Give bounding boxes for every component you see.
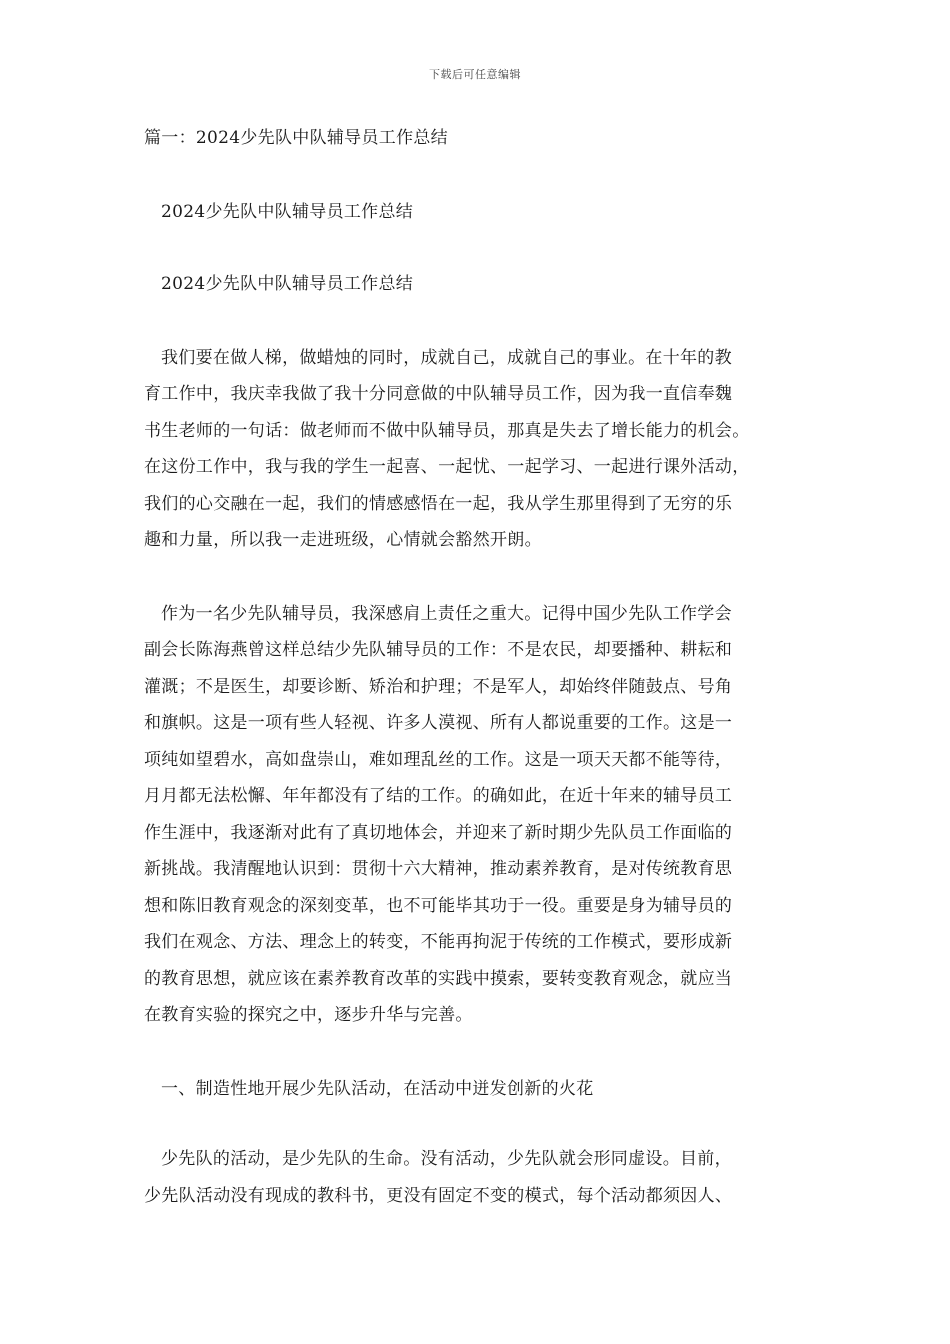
paragraph-line: 和旗帜。这是一项有些人轻视、许多人漠视、所有人都说重要的工作。这是一 xyxy=(144,713,733,733)
paragraph-line: 作生涯中，我逐渐对此有了真切地体会，并迎来了新时期少先队员工作面临的 xyxy=(144,822,733,843)
paragraph-line: 想和陈旧教育观念的深刻变革，也不可能毕其功于一役。重要是身为辅导员的 xyxy=(144,895,733,916)
paragraph-line: 我们的心交融在一起，我们的情感感悟在一起，我从学生那里得到了无穷的乐 xyxy=(144,493,733,514)
paragraph-line: 我们在观念、方法、理念上的转变，不能再拘泥于传统的工作模式，要形成新 xyxy=(144,932,733,952)
paragraph-line: 在教育实验的探究之中，逐步升华与完善。 xyxy=(144,1005,473,1025)
paragraph-line: 少先队活动没有现成的教科书，更没有固定不变的模式，每个活动都须因人、 xyxy=(144,1185,733,1206)
paragraph-line: 书生老师的一句话：做老师而不做中队辅导员，那真是失去了增长能力的机会。 xyxy=(144,420,750,441)
subtitle-2: 2024少先队中队辅导员工作总结 xyxy=(161,274,414,294)
paragraph-line: 作为一名少先队辅导员，我深感肩上责任之重大。记得中国少先队工作学会 xyxy=(161,603,732,624)
paragraph-line: 新挑战。我清醒地认识到：贯彻十六大精神，推动素养教育，是对传统教育思 xyxy=(144,859,733,879)
paragraph-line: 育工作中，我庆幸我做了我十分同意做的中队辅导员工作，因为我一直信奉魏 xyxy=(144,384,733,404)
paragraph-line: 的教育思想，就应该在素养教育改革的实践中摸索，要转变教育观念，就应当 xyxy=(144,968,733,989)
paragraph-line: 项纯如望碧水，高如盘崇山，难如理乱丝的工作。这是一项天天都不能等待， xyxy=(144,749,733,770)
paragraph-line: 少先队的活动，是少先队的生命。没有活动，少先队就会形同虚设。目前， xyxy=(161,1149,732,1169)
document-title: 篇一：2024少先队中队辅导员工作总结 xyxy=(144,128,448,148)
paragraph-3 xyxy=(144,1141,808,1214)
paragraph-2 xyxy=(144,596,808,1034)
subtitle-1: 2024少先队中队辅导员工作总结 xyxy=(161,201,414,222)
paragraph-line: 月月都无法松懈、年年都没有了结的工作。的确如此，在近十年来的辅导员工 xyxy=(144,786,733,806)
paragraph-line: 在这份工作中，我与我的学生一起喜、一起忧、一起学习、一起进行课外活动， xyxy=(144,457,750,477)
document-body xyxy=(144,120,808,1214)
page-header-note: 下载后可任意编辑 xyxy=(429,68,521,81)
paragraph-line: 我们要在做人梯，做蜡烛的同时，成就自己，成就自己的事业。在十年的教 xyxy=(161,347,732,368)
paragraph-line: 趣和力量，所以我一走进班级，心情就会豁然开朗。 xyxy=(144,530,542,550)
section-heading: 一、制造性地开展少先队活动，在活动中迸发创新的火花 xyxy=(161,1078,594,1099)
paragraph-line: 副会长陈海燕曾这样总结少先队辅导员的工作：不是农民，却要播种、耕耘和 xyxy=(144,640,733,660)
paragraph-1 xyxy=(144,340,808,559)
paragraph-line: 灌溉；不是医生，却要诊断、矫治和护理；不是军人，却始终伴随鼓点、号角 xyxy=(144,676,733,697)
